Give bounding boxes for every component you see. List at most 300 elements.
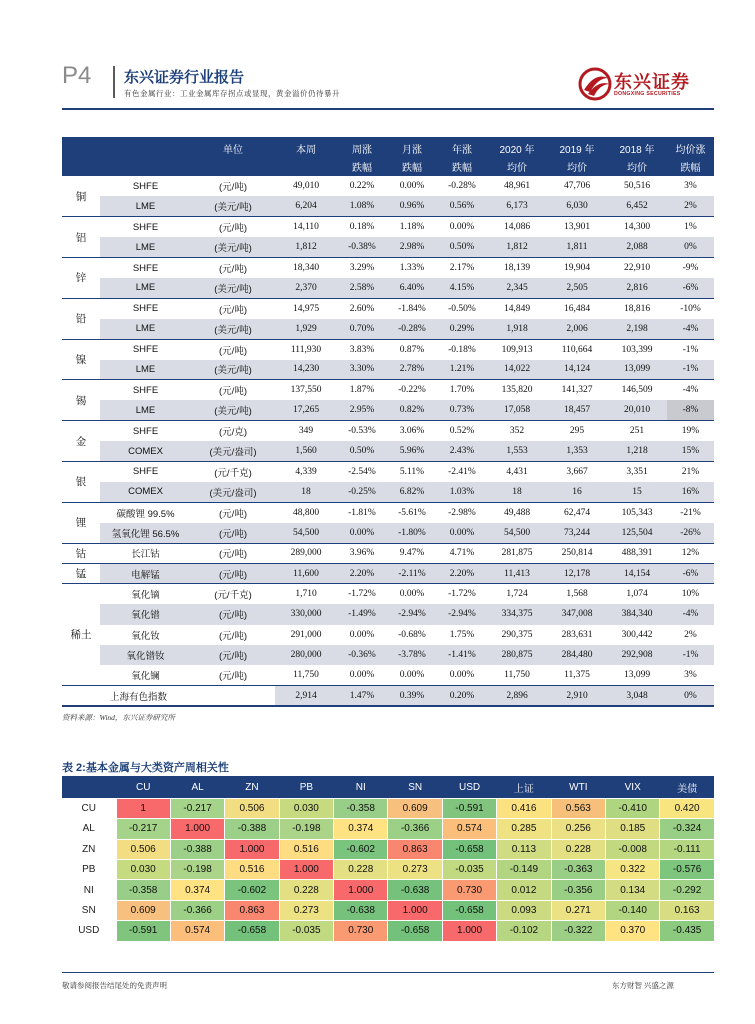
value-cell: -4% [667,319,714,339]
market-cell: SHFE [132,425,159,437]
correlation-cell: 1.000 [334,880,388,900]
value-cell: -0.28% [448,181,476,192]
correlation-cell: 0.273 [388,860,442,880]
value-cell: 295 [569,426,585,437]
value-cell: -2.54% [348,466,376,477]
correlation-cell: -0.363 [551,860,605,880]
correlation-cell: 1.000 [388,900,442,920]
value-cell: 6,204 [275,196,337,216]
market-cell: LME [100,319,191,339]
value-cell: 4.71% [437,543,487,563]
value-cell: 2,914 [275,686,337,706]
value-cell: 3% [684,181,697,192]
value-cell: 18 [275,482,337,502]
value-cell: 1.70% [449,385,475,396]
value-cell: 0.00% [387,665,437,685]
correlation-cell: 0.374 [170,880,224,900]
metal-name: 铅 [62,298,100,339]
value-cell: 14,975 [292,303,320,314]
unit-cell: (元/吨) [219,264,247,275]
correlation-cell: 1.000 [279,860,333,880]
correlation-cell: -0.217 [116,819,170,839]
metal-name: 稀土 [62,584,100,686]
correlation-cell: -0.638 [388,880,442,900]
correlation-cell: -0.576 [660,860,714,880]
value-cell: 13,099 [607,360,667,380]
value-cell: 1,710 [295,589,317,600]
correlation-cell: -0.388 [170,839,224,859]
column-header: 跌幅 [337,157,387,176]
value-cell: 1,568 [566,589,588,600]
value-cell: 16,484 [563,303,591,314]
value-cell: -1.84% [398,303,426,314]
value-cell: -2.94% [437,604,487,624]
table-row [62,625,714,645]
value-cell: 17,265 [275,400,337,420]
value-cell: 146,509 [621,385,653,396]
metal-name: 铝 [62,217,100,258]
report-subtitle: 有色金属行业：工业金属库存拐点或显现，黄金溢价仍待暴升 [124,89,340,98]
unit-cell: (元/吨) [219,182,247,194]
column-header: 本周 [275,138,337,157]
correlation-cell: -0.035 [279,921,333,941]
value-cell: 3,048 [607,686,667,706]
value-cell: -0.38% [337,237,387,257]
value-cell: 2,088 [607,237,667,257]
value-cell: 14,154 [607,563,667,583]
value-cell: 13,901 [563,222,591,233]
correlation-cell: 0.506 [116,839,170,859]
correlation-cell: 0.563 [551,798,605,818]
correlation-cell: -0.658 [442,900,496,920]
table-row [62,360,714,380]
value-cell: 18,139 [503,263,531,273]
value-cell: 4,339 [295,466,317,477]
correlation-cell: 0.416 [497,798,551,818]
value-cell: 47,706 [563,181,591,192]
unit-cell: (元/吨) [191,523,275,543]
value-cell: 0.22% [349,181,375,192]
market-cell: 氢氧化锂 56.5% [100,523,191,543]
value-cell: 1% [684,222,697,233]
header-divider [113,66,115,98]
column-header: 均价涨 [667,138,714,157]
correlation-cell: 0.012 [497,880,551,900]
market-cell: 氧化镨 [100,604,191,624]
unit-cell: (元/吨) [191,563,275,583]
value-cell: 284,480 [547,645,607,665]
value-cell: 291,000 [290,629,322,640]
unit-cell: (元/吨) [219,345,247,357]
correlation-cell: -0.111 [660,839,714,859]
table-row [62,880,714,900]
value-cell: 2.58% [337,278,387,298]
table-row [62,860,714,880]
value-cell: 330,000 [275,604,337,624]
value-cell: 3.06% [399,426,425,437]
unit-cell: (元/克) [219,427,247,439]
value-cell: 11,600 [275,563,337,583]
value-cell: -3.78% [387,645,437,665]
table-row [62,645,714,665]
value-cell: 280,000 [275,645,337,665]
value-cell: 3,667 [566,466,588,477]
correlation-cell: -0.602 [334,839,388,859]
metal-price-table [62,137,714,707]
value-cell: 0.52% [449,426,475,437]
column-header: SN [388,778,442,798]
market-cell: SHFE [132,262,159,274]
metal-name: 锂 [62,502,100,543]
metal-name: 铜 [62,176,100,217]
market-cell: 长江钴 [100,543,191,563]
table-row [62,176,714,196]
value-cell: 2.60% [349,303,375,314]
report-title: 东兴证券行业报告 [124,69,245,86]
correlation-cell: 0.228 [279,880,333,900]
value-cell: 2% [667,196,714,216]
value-cell: 1,074 [626,589,648,600]
value-cell: 14,300 [623,222,651,233]
correlation-cell: 0.113 [497,839,551,859]
table-row [62,380,714,400]
correlation-cell: -0.324 [660,819,714,839]
value-cell: 0.39% [387,686,437,706]
value-cell: 103,399 [621,344,653,355]
value-cell: 137,550 [290,385,322,396]
market-cell: 氧化镝 [131,590,160,602]
column-header [100,157,191,176]
table-row [62,665,714,685]
column-header: 跌幅 [667,157,714,176]
correlation-cell: 0.285 [497,819,551,839]
value-cell: 1.21% [437,360,487,380]
value-cell: 334,375 [487,604,547,624]
correlation-cell: -0.292 [660,880,714,900]
value-cell: 49,010 [292,181,320,192]
row-header: PB [62,860,116,880]
value-cell: 289,000 [275,543,337,563]
correlation-cell: 0.185 [606,819,660,839]
page-number: P4 [62,62,92,89]
value-cell: 1.33% [399,263,425,273]
value-cell: 3,351 [626,466,648,477]
unit-cell: (元/吨) [219,630,247,642]
metal-name: 锌 [62,258,100,299]
column-header: 美债 [660,778,714,798]
value-cell: 49,488 [503,507,531,518]
column-header: 周涨 [337,138,387,157]
market-cell: 氧化镧 [100,665,191,685]
value-cell: 0.00% [399,181,425,192]
unit-cell: (元/千克) [214,590,252,602]
value-cell: 349 [298,426,314,437]
value-cell: 19,904 [563,263,591,273]
column-header [100,138,191,157]
unit-cell: (元/吨) [191,645,275,665]
value-cell: 19% [681,426,700,437]
metal-name: 锰 [62,563,100,583]
market-cell: LME [100,237,191,257]
unit-cell: (元/吨) [191,604,275,624]
value-cell: 0.00% [437,665,487,685]
index-name: 上海有色指数 [100,686,191,706]
value-cell: 4,431 [506,466,528,477]
value-cell: 12% [667,543,714,563]
value-cell: 1.75% [449,629,475,640]
column-header [62,157,100,176]
value-cell: 11,413 [487,563,547,583]
column-header: NI [334,778,388,798]
value-cell: 11,750 [487,665,547,685]
correlation-cell: 0.374 [334,819,388,839]
column-header: 2018 年 [607,138,667,157]
value-cell: 488,391 [607,543,667,563]
value-cell: -1% [682,344,699,355]
market-cell: SHFE [132,466,159,478]
correlation-cell: 0.093 [497,900,551,920]
value-cell: 18,816 [623,303,651,314]
table-source: 资料来源：Wind，东兴证券研究所 [62,713,175,722]
value-cell: 14,110 [293,222,319,233]
value-cell: -6% [667,278,714,298]
footer-slogan: 东方财智 兴盛之源 [612,981,674,990]
value-cell: 0.96% [387,196,437,216]
value-cell: -10% [680,303,701,314]
correlation-cell: 0.609 [116,900,170,920]
column-header [62,138,100,157]
value-cell: 22,910 [623,263,651,273]
table-row [62,798,714,818]
header-rule [62,108,714,110]
metal-name: 钴 [62,543,100,563]
value-cell: -0.22% [398,385,426,396]
column-header: 2020 年 [487,138,547,157]
market-cell: 碳酸锂 99.5% [116,508,175,520]
value-cell: 2,006 [547,319,607,339]
value-cell: 2,198 [607,319,667,339]
value-cell: 15% [667,441,714,461]
value-cell: 17,058 [487,400,547,420]
value-cell: 18,457 [547,400,607,420]
unit-cell: (美元/盎司) [191,482,275,502]
value-cell: 0.00% [337,665,387,685]
market-cell: SHFE [132,221,159,233]
value-cell: 5.11% [399,466,425,477]
correlation-cell: 0.322 [606,860,660,880]
value-cell: -2.41% [448,466,476,477]
value-cell: 0.73% [437,400,487,420]
unit-cell: (美元/吨) [191,360,275,380]
value-cell: 6,030 [547,196,607,216]
value-cell: 0.87% [399,344,425,355]
value-cell: -2.98% [448,507,476,518]
market-cell: LME [100,196,191,216]
column-header: 均价 [607,157,667,176]
column-header: 均价 [547,157,607,176]
table-row [62,502,714,522]
unit-cell: (美元/吨) [191,237,275,257]
table-row-total [62,686,714,706]
correlation-cell: 0.574 [442,819,496,839]
value-cell: 14,230 [275,360,337,380]
value-cell: 141,327 [561,385,593,396]
value-cell: -6% [667,563,714,583]
correlation-cell: -0.591 [116,921,170,941]
correlation-cell: -0.035 [442,860,496,880]
unit-cell: (美元/盎司) [191,441,275,461]
unit-cell: (元/吨) [191,665,275,685]
market-cell: 氧化镨钕 [100,645,191,665]
correlation-cell: 0.730 [442,880,496,900]
row-header: ZN [62,839,116,859]
value-cell: 20,010 [607,400,667,420]
value-cell: -1.81% [348,507,376,518]
table-row [62,523,714,543]
value-cell: 14,086 [503,222,531,233]
value-cell: 15 [607,482,667,502]
column-header: 月涨 [387,138,437,157]
correlation-cell: 0.256 [551,819,605,839]
value-cell: 1,553 [487,441,547,461]
table-row [62,604,714,624]
correlation-cell: -0.658 [388,921,442,941]
table-row [62,441,714,461]
value-cell: 2,505 [547,278,607,298]
value-cell: 6,173 [487,196,547,216]
correlation-table [62,778,715,942]
logo-subtext: DONGXING SECURITIES [614,91,681,97]
table-row [62,400,714,420]
value-cell: 347,008 [547,604,607,624]
correlation-cell: 0.370 [606,921,660,941]
logo-text: 东兴证券 [614,72,690,92]
value-cell: 105,343 [621,507,653,518]
footer-rule [62,972,714,973]
value-cell: 0.00% [449,222,475,233]
correlation-cell: -0.140 [606,900,660,920]
value-cell: 0.00% [349,629,375,640]
metal-name: 金 [62,421,100,462]
market-cell: COMEX [100,482,191,502]
correlation-cell: 0.271 [551,900,605,920]
unit-cell: (美元/吨) [191,319,275,339]
value-cell: 18 [487,482,547,502]
value-cell: 0.20% [437,686,487,706]
correlation-cell: 0.609 [388,798,442,818]
value-cell: 1,353 [547,441,607,461]
value-cell: 2.20% [337,563,387,583]
table-row [62,298,714,318]
correlation-cell: 0.163 [660,900,714,920]
correlation-cell: -0.358 [334,798,388,818]
value-cell: 2% [684,629,697,640]
table-row [62,421,714,441]
table-row [62,543,714,563]
value-cell: 1,812 [275,237,337,257]
value-cell: 2.43% [437,441,487,461]
value-cell: 110,664 [561,344,593,355]
value-cell: 3% [667,665,714,685]
correlation-cell: -0.388 [225,819,279,839]
market-cell: SHFE [132,180,159,192]
value-cell: 0.70% [337,319,387,339]
column-header: 跌幅 [437,157,487,176]
value-cell: -8% [667,400,714,420]
row-header: NI [62,880,116,900]
value-cell: 21% [681,466,700,477]
table-row [62,900,714,920]
column-header: 跌幅 [387,157,437,176]
value-cell: 250,814 [547,543,607,563]
footer-disclaimer: 敬请参阅报告结尾处的免责声明 [62,981,167,990]
market-cell: LME [100,278,191,298]
table-header-row [62,138,714,157]
value-cell: 0.00% [399,589,425,600]
market-cell: LME [100,360,191,380]
correlation-cell: 0.030 [279,798,333,818]
column-header: 2019 年 [547,138,607,157]
value-cell: 1,918 [487,319,547,339]
value-cell: 2.78% [387,360,437,380]
column-header: CU [116,778,170,798]
column-header: ZN [225,778,279,798]
table-row [62,819,714,839]
correlation-cell: 1.000 [170,819,224,839]
unit-cell: (美元/吨) [191,400,275,420]
value-cell: 48,800 [292,507,320,518]
correlation-cell: 0.516 [225,860,279,880]
table-row [62,482,714,502]
value-cell: 11,750 [275,665,337,685]
correlation-cell: 0.228 [334,860,388,880]
correlation-cell: -0.217 [170,798,224,818]
value-cell: 0.18% [349,222,375,233]
value-cell: -0.28% [387,319,437,339]
correlation-cell: 0.730 [334,921,388,941]
value-cell: 11,375 [547,665,607,685]
value-cell: 4.15% [437,278,487,298]
correlation-cell: -0.591 [442,798,496,818]
column-header: USD [442,778,496,798]
correlation-cell: -0.658 [225,921,279,941]
unit-cell: (美元/吨) [191,278,275,298]
value-cell: 16 [547,482,607,502]
value-cell: 2,345 [487,278,547,298]
table-row [62,563,714,583]
value-cell: 16% [667,482,714,502]
correlation-cell: 0.863 [225,900,279,920]
correlation-cell: -0.322 [551,921,605,941]
value-cell: 2.95% [337,400,387,420]
value-cell: 1,560 [275,441,337,461]
value-cell: 125,504 [607,523,667,543]
value-cell: -0.18% [448,344,476,355]
correlation-cell: -0.149 [497,860,551,880]
value-cell: -0.36% [337,645,387,665]
correlation-cell: -0.638 [334,900,388,920]
value-cell: -1.49% [337,604,387,624]
correlation-cell: 1.000 [225,839,279,859]
correlation-cell: 1 [116,798,170,818]
value-cell: 1,812 [487,237,547,257]
correlation-cell: -0.410 [606,798,660,818]
value-cell: 1,724 [506,589,528,600]
metal-name: 镍 [62,339,100,380]
value-cell: 2.98% [387,237,437,257]
correlation-cell: 0.516 [279,839,333,859]
value-cell: -4% [667,604,714,624]
